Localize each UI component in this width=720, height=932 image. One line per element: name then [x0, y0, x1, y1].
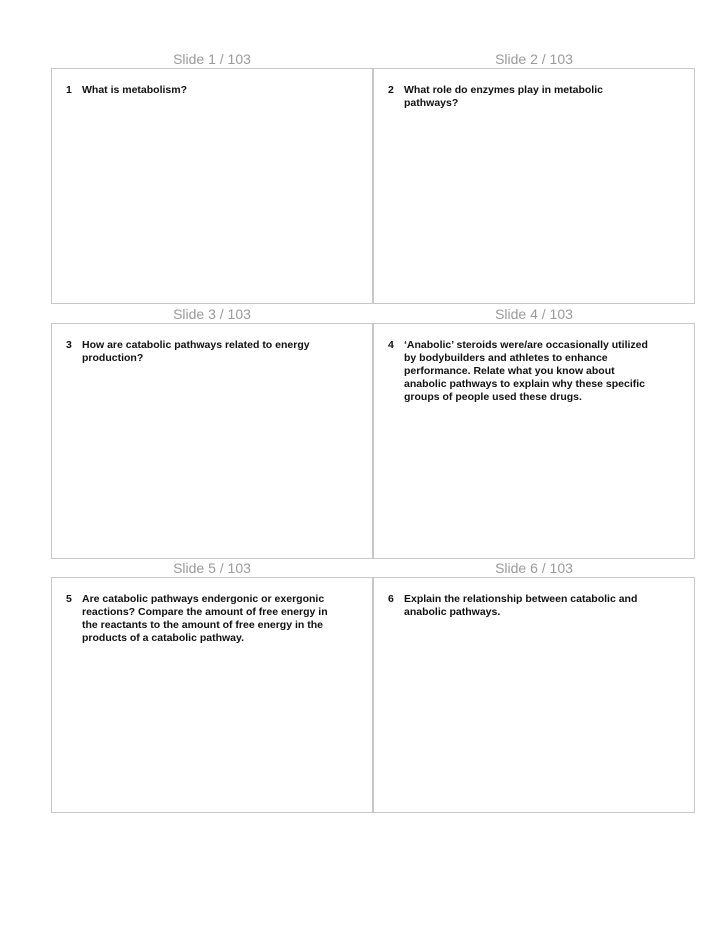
slide-6-question: [388, 593, 658, 619]
slide-6-label: Slide 6 / 103: [495, 560, 573, 576]
question-number: 6: [388, 593, 394, 605]
slide-4-panel: [373, 323, 695, 559]
slide-3-label: Slide 3 / 103: [173, 306, 251, 322]
question-number: 5: [66, 593, 72, 605]
slide-1-panel: [51, 68, 373, 304]
question-text: Explain the relationship between catabolic and anabolic pathways.: [404, 593, 638, 618]
slide-5-question: [66, 593, 336, 645]
slide-2-label: Slide 2 / 103: [495, 51, 573, 67]
slide-3-question: [66, 339, 336, 365]
question-number: 3: [66, 339, 72, 351]
slide-3-panel: [51, 323, 373, 559]
question-text: How are catabolic pathways related to energy production?: [82, 339, 310, 364]
question-text: ‘Anabolic’ steroids were/are occasionally utilized by bodybuilders and athletes to enhance performance. Relate what you know about anabolic pathways to explain why these specific groups of people used these drugs.: [404, 339, 648, 403]
slide-2-panel: [373, 68, 695, 304]
question-number: 4: [388, 339, 394, 351]
slide-6-panel: [373, 577, 695, 813]
slide-2-question: [388, 84, 658, 110]
slide-5-label: Slide 5 / 103: [173, 560, 251, 576]
question-text: Are catabolic pathways endergonic or exergonic reactions? Compare the amount of free energy in the reactants to the amount of free energy in the products of a catabolic pathway.: [82, 593, 328, 644]
slide-5-panel: [51, 577, 373, 813]
slide-1-question: [66, 84, 336, 97]
question-number: 2: [388, 84, 394, 96]
question-number: 1: [66, 84, 72, 96]
question-text: What role do enzymes play in metabolic pathways?: [404, 84, 603, 109]
slide-4-label: Slide 4 / 103: [495, 306, 573, 322]
slide-1-label: Slide 1 / 103: [173, 51, 251, 67]
question-text: What is metabolism?: [82, 84, 188, 96]
slide-4-question: [388, 339, 658, 404]
